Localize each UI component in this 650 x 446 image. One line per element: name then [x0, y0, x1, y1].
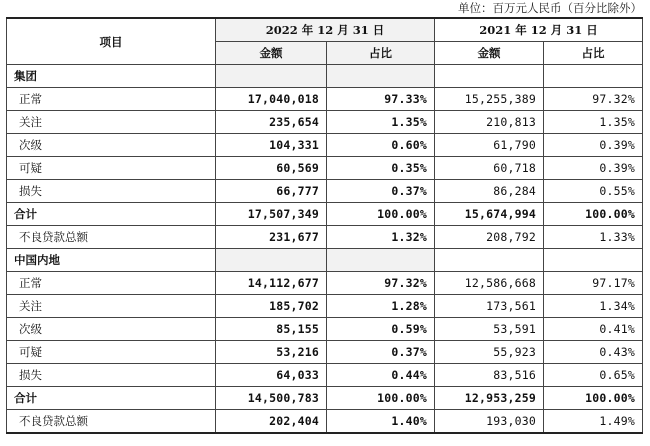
- row-label: 不良贷款总额: [7, 410, 216, 434]
- amount-2021: 86,284: [435, 180, 544, 203]
- header-period-2022: 2022 年 12 月 31 日: [216, 18, 435, 42]
- header-ratio-2022: 占比: [327, 42, 435, 65]
- row-label: 正常: [7, 272, 216, 295]
- header-ratio-2021: 占比: [544, 42, 643, 65]
- amount-2022: 14,112,677: [216, 272, 327, 295]
- table-row: [7, 364, 643, 387]
- table-row: [7, 157, 643, 180]
- table-row: [7, 88, 643, 111]
- section-empty-cell: [216, 249, 327, 272]
- ratio-2022: 0.35%: [327, 157, 435, 180]
- section-empty-cell: [216, 65, 327, 88]
- ratio-2022: 100.00%: [327, 203, 435, 226]
- ratio-2021: 97.32%: [544, 88, 643, 111]
- amount-2022: 14,500,783: [216, 387, 327, 410]
- table-row: [7, 111, 643, 134]
- amount-2021: 193,030: [435, 410, 544, 434]
- table-row: [7, 203, 643, 226]
- row-label: 合计: [7, 387, 216, 410]
- header-period-2021: 2021 年 12 月 31 日: [435, 18, 643, 42]
- amount-2021: 61,790: [435, 134, 544, 157]
- amount-2022: 235,654: [216, 111, 327, 134]
- row-label: 损失: [7, 180, 216, 203]
- header-amount-2022: 金额: [216, 42, 327, 65]
- ratio-2022: 97.32%: [327, 272, 435, 295]
- table-row: [7, 272, 643, 295]
- amount-2022: 64,033: [216, 364, 327, 387]
- ratio-2021: 97.17%: [544, 272, 643, 295]
- amount-2022: 17,040,018: [216, 88, 327, 111]
- ratio-2022: 0.60%: [327, 134, 435, 157]
- table-body: [7, 65, 643, 434]
- ratio-2021: 1.35%: [544, 111, 643, 134]
- section-empty-cell: [327, 65, 435, 88]
- section-title: 中国内地: [7, 249, 216, 272]
- section-empty-cell: [544, 249, 643, 272]
- table-row: [7, 341, 643, 364]
- amount-2021: 55,923: [435, 341, 544, 364]
- table-row: [7, 410, 643, 434]
- amount-2022: 66,777: [216, 180, 327, 203]
- table-row: [7, 318, 643, 341]
- amount-2022: 85,155: [216, 318, 327, 341]
- section-empty-cell: [327, 249, 435, 272]
- row-label: 可疑: [7, 157, 216, 180]
- header-item: 项目: [7, 18, 216, 65]
- ratio-2022: 0.37%: [327, 180, 435, 203]
- table-row: [7, 387, 643, 410]
- ratio-2021: 1.33%: [544, 226, 643, 249]
- row-label: 正常: [7, 88, 216, 111]
- amount-2021: 12,953,259: [435, 387, 544, 410]
- section-empty-cell: [435, 249, 544, 272]
- amount-2021: 12,586,668: [435, 272, 544, 295]
- section-empty-cell: [544, 65, 643, 88]
- ratio-2022: 1.35%: [327, 111, 435, 134]
- ratio-2021: 1.49%: [544, 410, 643, 434]
- ratio-2022: 0.37%: [327, 341, 435, 364]
- row-label: 损失: [7, 364, 216, 387]
- row-label: 不良贷款总额: [7, 226, 216, 249]
- amount-2021: 173,561: [435, 295, 544, 318]
- amount-2021: 208,792: [435, 226, 544, 249]
- ratio-2021: 0.65%: [544, 364, 643, 387]
- ratio-2021: 0.55%: [544, 180, 643, 203]
- ratio-2021: 0.43%: [544, 341, 643, 364]
- ratio-2022: 1.40%: [327, 410, 435, 434]
- row-label: 次级: [7, 318, 216, 341]
- table-row: [7, 295, 643, 318]
- table-row: [7, 134, 643, 157]
- amount-2022: 53,216: [216, 341, 327, 364]
- section-empty-cell: [435, 65, 544, 88]
- amount-2022: 202,404: [216, 410, 327, 434]
- row-label: 关注: [7, 295, 216, 318]
- header-amount-2021: 金额: [435, 42, 544, 65]
- ratio-2021: 100.00%: [544, 203, 643, 226]
- row-label: 合计: [7, 203, 216, 226]
- amount-2021: 53,591: [435, 318, 544, 341]
- ratio-2021: 1.34%: [544, 295, 643, 318]
- table-row: [7, 180, 643, 203]
- ratio-2021: 0.39%: [544, 157, 643, 180]
- section-header-row: [7, 249, 643, 272]
- loan-classification-table: [6, 17, 643, 434]
- row-label: 次级: [7, 134, 216, 157]
- ratio-2022: 100.00%: [327, 387, 435, 410]
- section-title: 集团: [7, 65, 216, 88]
- row-label: 可疑: [7, 341, 216, 364]
- ratio-2021: 100.00%: [544, 387, 643, 410]
- row-label: 关注: [7, 111, 216, 134]
- ratio-2021: 0.39%: [544, 134, 643, 157]
- amount-2022: 60,569: [216, 157, 327, 180]
- amount-2021: 83,516: [435, 364, 544, 387]
- amount-2021: 15,674,994: [435, 203, 544, 226]
- amount-2022: 17,507,349: [216, 203, 327, 226]
- section-header-row: [7, 65, 643, 88]
- ratio-2021: 0.41%: [544, 318, 643, 341]
- amount-2021: 210,813: [435, 111, 544, 134]
- amount-2021: 15,255,389: [435, 88, 544, 111]
- amount-2022: 104,331: [216, 134, 327, 157]
- ratio-2022: 0.59%: [327, 318, 435, 341]
- amount-2021: 60,718: [435, 157, 544, 180]
- table-row: [7, 226, 643, 249]
- ratio-2022: 97.33%: [327, 88, 435, 111]
- ratio-2022: 0.44%: [327, 364, 435, 387]
- ratio-2022: 1.28%: [327, 295, 435, 318]
- amount-2022: 185,702: [216, 295, 327, 318]
- unit-note: 单位：百万元人民币（百分比除外）: [458, 1, 642, 15]
- amount-2022: 231,677: [216, 226, 327, 249]
- ratio-2022: 1.32%: [327, 226, 435, 249]
